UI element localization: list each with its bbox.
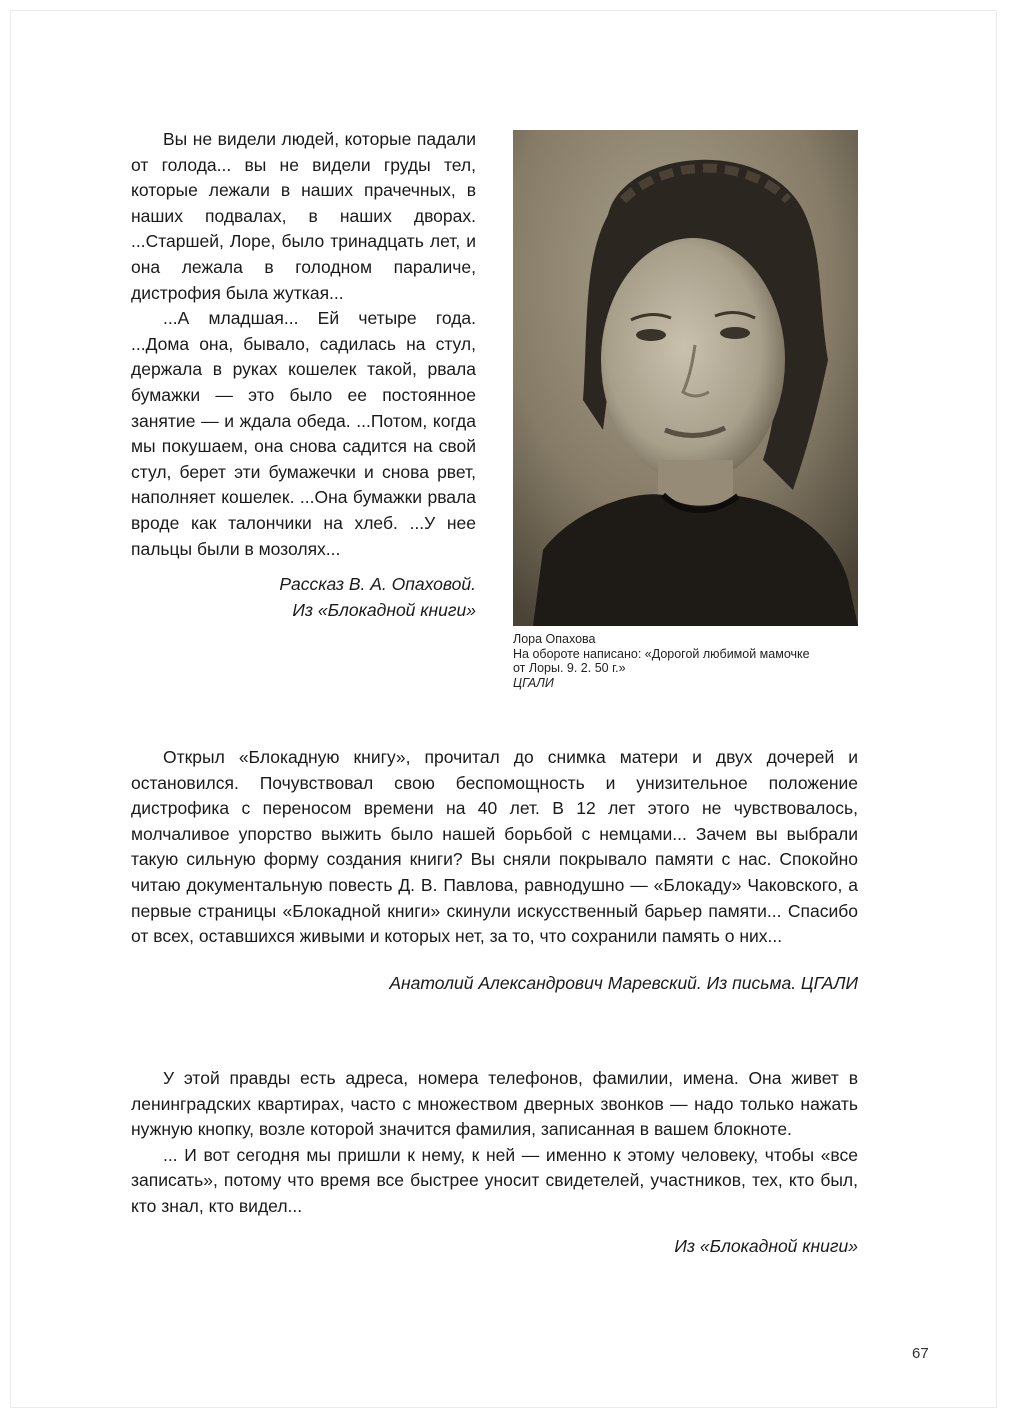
letter-attribution: Анатолий Александрович Маревский. Из письма. ЦГАЛИ bbox=[389, 972, 858, 993]
book-paragraph-2: ... И вот сегодня мы пришли к нему, к ней — именно к этому человеку, чтобы «все записать», потому что время все быстрее уносит свидетелей, участников, тех, кто был, кто знал, кто видел... bbox=[131, 1144, 858, 1216]
page-number: 67 bbox=[912, 1345, 929, 1362]
photo-caption bbox=[513, 632, 858, 690]
book-excerpt bbox=[131, 1066, 858, 1259]
book-attribution: Из «Блокадной книги» bbox=[674, 1235, 858, 1256]
caption-note-line-1: На обороте написано: «Дорогой любимой мамочке bbox=[513, 646, 810, 661]
caption-name: Лора Опахова bbox=[513, 632, 596, 646]
testimony-paragraph-1: Вы не видели людей, которые падали от голода... вы не видели груды тел, которые лежали в наших прачечных, в наших подвалах, в наших дворах. ...Старшей, Лоре, было тринадцать лет, и она лежала в голодном параличе, дистрофия была жуткая... bbox=[131, 129, 476, 303]
portrait-photo bbox=[513, 130, 858, 626]
testimony-attribution-line-2: Из «Блокадной книги» bbox=[292, 599, 476, 620]
book-paragraph-1: У этой правды есть адреса, номера телефонов, фамилии, имена. Она живет в ленинградских квартирах, часто с множеством дверных звонков — надо только нажать нужную кнопку, возле которой значится фамилия, записанная в вашем блокноте. bbox=[131, 1068, 858, 1140]
caption-note-line-2: от Лоры. 9. 2. 50 г.» bbox=[513, 661, 626, 675]
testimony-attribution bbox=[131, 572, 476, 623]
testimony-quote bbox=[131, 127, 476, 623]
caption-source: ЦГАЛИ bbox=[513, 675, 554, 690]
photo-figure bbox=[513, 130, 858, 690]
testimony-paragraph-2: ...А младшая... Ей четыре года. ...Дома она, бывало, садилась на стул, держала в руках кошелек такой, рвала бумажки — это было ее постоянное занятие — и ждала обеда. ...Потом, когда мы покушаем, она снова садится на свой стул, берет эти бумажечки и снова рвет, наполняет кошелек. ...Она бумажки рвала вроде как талончики на хлеб. ...У нее пальцы были в мозолях... bbox=[131, 308, 476, 559]
portrait-illustration bbox=[513, 130, 858, 626]
letter-paragraph: Открыл «Блокадную книгу», прочитал до снимка матери и двух дочерей и остановился. Почувствовал свою беспомощность и унизительное положение дистрофика с переносом времени на 40 лет. В 12 лет этого не чувствовалось, молчаливое упорство выжить было нашей борьбой с немцами... Зачем вы выбрали такую сильную форму создания книги? Вы сняли покрывало памяти с нас. Спокойно читаю документальную повесть Д. В. Павлова, равнодушно — «Блокаду» Чаковского, а первые страницы «Блокадной книги» скинули искусственный барьер памяти... Спасибо от всех, оставшихся живыми и которых нет, за то, что сохранили память о них... bbox=[131, 747, 858, 947]
testimony-attribution-line-1: Рассказ В. А. Опаховой. bbox=[279, 574, 476, 595]
letter-excerpt bbox=[131, 745, 858, 996]
